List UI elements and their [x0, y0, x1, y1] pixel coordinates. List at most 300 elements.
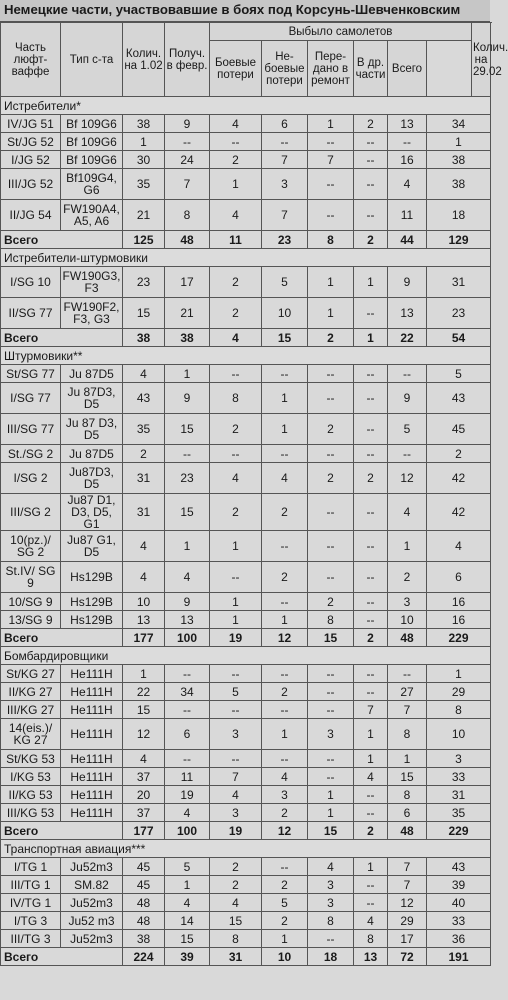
cell-count-end: 43 — [427, 858, 491, 876]
cell-total: 4 — [388, 494, 427, 531]
cell-count-start: 2 — [123, 445, 165, 463]
cell-unit: IV/JG 51 — [1, 115, 61, 133]
cell-total: 2 — [388, 562, 427, 593]
cell-received: 14 — [165, 912, 210, 930]
cell-total: 29 — [388, 912, 427, 930]
cell-combat: 1 — [210, 169, 262, 200]
cell-count-end: 10 — [427, 719, 491, 750]
cell-other: 1 — [354, 719, 388, 750]
cell-unit: III/SG 77 — [1, 414, 61, 445]
section-header — [1, 840, 491, 858]
cell-type: He111H — [61, 701, 123, 719]
cell-received: 19 — [165, 786, 210, 804]
cell-noncombat: -- — [262, 858, 308, 876]
cell-repair: -- — [308, 683, 354, 701]
header-total: Всего — [388, 41, 427, 97]
total-label: Всего — [1, 329, 123, 347]
cell-repair: -- — [308, 383, 354, 414]
cell-unit: I/SG 10 — [1, 267, 61, 298]
cell-repair: 1 — [308, 267, 354, 298]
total-other: 2 — [354, 822, 388, 840]
total-received: 39 — [165, 948, 210, 966]
cell-combat: 1 — [210, 611, 262, 629]
cell-repair: 1 — [308, 786, 354, 804]
cell-total: 1 — [388, 531, 427, 562]
cell-repair: 1 — [308, 298, 354, 329]
cell-unit: St.IV/ SG 9 — [1, 562, 61, 593]
cell-count-start: 31 — [123, 494, 165, 531]
cell-type: Bf 109G6 — [61, 115, 123, 133]
cell-repair: -- — [308, 701, 354, 719]
table-row — [1, 414, 491, 445]
cell-repair: -- — [308, 531, 354, 562]
total-other: 13 — [354, 948, 388, 966]
cell-combat: 3 — [210, 804, 262, 822]
cell-noncombat: 5 — [262, 894, 308, 912]
cell-other: -- — [354, 133, 388, 151]
cell-unit: II/KG 53 — [1, 786, 61, 804]
cell-unit: IV/TG 1 — [1, 894, 61, 912]
cell-received: 15 — [165, 414, 210, 445]
cell-combat: 8 — [210, 930, 262, 948]
cell-unit: III/KG 27 — [1, 701, 61, 719]
cell-other: -- — [354, 531, 388, 562]
total-row — [1, 329, 491, 347]
cell-repair: -- — [308, 750, 354, 768]
cell-other: -- — [354, 298, 388, 329]
cell-count-start: 15 — [123, 701, 165, 719]
header-received: Получ. в февр. — [165, 23, 210, 97]
cell-total: 7 — [388, 858, 427, 876]
cell-other: 2 — [354, 463, 388, 494]
cell-type: Bf 109G6 — [61, 151, 123, 169]
cell-noncombat: 1 — [262, 611, 308, 629]
table-row — [1, 115, 491, 133]
table-row — [1, 768, 491, 786]
cell-type: He111H — [61, 719, 123, 750]
cell-noncombat: 1 — [262, 383, 308, 414]
cell-count-start: 13 — [123, 611, 165, 629]
cell-total: 3 — [388, 593, 427, 611]
cell-combat: 5 — [210, 683, 262, 701]
cell-repair: -- — [308, 665, 354, 683]
cell-type: Bf 109G6 — [61, 133, 123, 151]
cell-type: Ju87 G1, D5 — [61, 531, 123, 562]
cell-repair: 8 — [308, 912, 354, 930]
cell-repair: -- — [308, 365, 354, 383]
cell-other: -- — [354, 383, 388, 414]
cell-received: 6 — [165, 719, 210, 750]
cell-other: 7 — [354, 701, 388, 719]
table-row — [1, 930, 491, 948]
cell-combat: 15 — [210, 912, 262, 930]
total-label: Всего — [1, 822, 123, 840]
cell-total: 17 — [388, 930, 427, 948]
total-noncombat: 12 — [262, 822, 308, 840]
cell-noncombat: 5 — [262, 267, 308, 298]
cell-repair: 4 — [308, 858, 354, 876]
cell-unit: III/JG 52 — [1, 169, 61, 200]
cell-count-start: 37 — [123, 804, 165, 822]
cell-other: -- — [354, 169, 388, 200]
total-other: 2 — [354, 231, 388, 249]
cell-combat: 1 — [210, 593, 262, 611]
cell-count-start: 10 — [123, 593, 165, 611]
cell-unit: I/KG 53 — [1, 768, 61, 786]
cell-received: 1 — [165, 876, 210, 894]
cell-unit: I/TG 3 — [1, 912, 61, 930]
total-repair: 8 — [308, 231, 354, 249]
cell-type: Ju52m3 — [61, 930, 123, 948]
total-combat: 31 — [210, 948, 262, 966]
cell-received: 15 — [165, 494, 210, 531]
cell-unit: II/SG 77 — [1, 298, 61, 329]
cell-combat: 2 — [210, 151, 262, 169]
cell-noncombat: -- — [262, 701, 308, 719]
cell-unit: 10(pz.)/ SG 2 — [1, 531, 61, 562]
total-received: 38 — [165, 329, 210, 347]
header-count-end: Колич. на 29.02 — [472, 23, 491, 97]
cell-count-start: 4 — [123, 365, 165, 383]
cell-combat: -- — [210, 365, 262, 383]
total-combat: 19 — [210, 822, 262, 840]
cell-other: -- — [354, 894, 388, 912]
cell-repair: 2 — [308, 414, 354, 445]
table-row — [1, 133, 491, 151]
section-header — [1, 97, 491, 115]
cell-received: -- — [165, 750, 210, 768]
cell-count-end: 6 — [427, 562, 491, 593]
cell-count-end: 31 — [427, 786, 491, 804]
cell-count-start: 4 — [123, 562, 165, 593]
cell-other: 8 — [354, 930, 388, 948]
header-noncombat: Не-боевые потери — [262, 41, 308, 97]
cell-count-end: 39 — [427, 876, 491, 894]
cell-count-start: 21 — [123, 200, 165, 231]
section-header — [1, 249, 491, 267]
cell-combat: 2 — [210, 494, 262, 531]
table-row — [1, 750, 491, 768]
section-title: Истребители-штурмовики — [1, 249, 491, 267]
cell-type: He111H — [61, 683, 123, 701]
cell-type: He111H — [61, 786, 123, 804]
cell-received: 24 — [165, 151, 210, 169]
cell-other: -- — [354, 683, 388, 701]
cell-noncombat: -- — [262, 133, 308, 151]
cell-count-start: 38 — [123, 115, 165, 133]
cell-type: Ju52m3 — [61, 858, 123, 876]
cell-received: 9 — [165, 115, 210, 133]
cell-unit: I/SG 2 — [1, 463, 61, 494]
cell-unit: II/KG 27 — [1, 683, 61, 701]
cell-count-end: 16 — [427, 611, 491, 629]
cell-unit: St./SG 2 — [1, 445, 61, 463]
cell-unit: III/TG 1 — [1, 876, 61, 894]
cell-total: 9 — [388, 383, 427, 414]
cell-repair: -- — [308, 169, 354, 200]
cell-total: -- — [388, 445, 427, 463]
cell-unit: III/KG 53 — [1, 804, 61, 822]
cell-count-end: 16 — [427, 593, 491, 611]
cell-combat: -- — [210, 562, 262, 593]
cell-combat: 8 — [210, 383, 262, 414]
cell-received: -- — [165, 445, 210, 463]
table-row — [1, 858, 491, 876]
cell-count-end: 5 — [427, 365, 491, 383]
total-label: Всего — [1, 231, 123, 249]
cell-other: -- — [354, 611, 388, 629]
cell-received: 17 — [165, 267, 210, 298]
table-row — [1, 894, 491, 912]
cell-count-end: 31 — [427, 267, 491, 298]
cell-count-start: 4 — [123, 531, 165, 562]
cell-type: Ju87D3, D5 — [61, 463, 123, 494]
cell-noncombat: 2 — [262, 804, 308, 822]
table-row — [1, 593, 491, 611]
cell-count-start: 48 — [123, 894, 165, 912]
cell-count-start: 31 — [123, 463, 165, 494]
total-combat: 11 — [210, 231, 262, 249]
cell-noncombat: 3 — [262, 786, 308, 804]
cell-type: Ju87 D1, D3, D5, G1 — [61, 494, 123, 531]
table-row — [1, 912, 491, 930]
cell-unit: St/JG 52 — [1, 133, 61, 151]
cell-other: -- — [354, 365, 388, 383]
cell-combat: 4 — [210, 463, 262, 494]
cell-noncombat: 1 — [262, 414, 308, 445]
cell-total: 13 — [388, 298, 427, 329]
cell-combat: 2 — [210, 267, 262, 298]
cell-unit: II/JG 54 — [1, 200, 61, 231]
cell-repair: 2 — [308, 463, 354, 494]
cell-other: 1 — [354, 858, 388, 876]
cell-total: 15 — [388, 768, 427, 786]
cell-count-end: 43 — [427, 383, 491, 414]
cell-count-end: 18 — [427, 200, 491, 231]
total-repair: 18 — [308, 948, 354, 966]
cell-count-start: 1 — [123, 133, 165, 151]
total-other: 1 — [354, 329, 388, 347]
cell-noncombat: -- — [262, 665, 308, 683]
cell-count-start: 12 — [123, 719, 165, 750]
total-other: 2 — [354, 629, 388, 647]
total-label: Всего — [1, 629, 123, 647]
cell-other: -- — [354, 786, 388, 804]
cell-unit: III/TG 3 — [1, 930, 61, 948]
cell-count-end: 4 — [427, 531, 491, 562]
total-total: 48 — [388, 629, 427, 647]
total-received: 100 — [165, 822, 210, 840]
cell-unit: III/SG 2 — [1, 494, 61, 531]
cell-count-start: 45 — [123, 858, 165, 876]
cell-type: Ju 87D5 — [61, 445, 123, 463]
total-row — [1, 948, 491, 966]
cell-count-start: 37 — [123, 768, 165, 786]
cell-type: He111H — [61, 750, 123, 768]
cell-count-end: 1 — [427, 665, 491, 683]
cell-other: -- — [354, 876, 388, 894]
cell-repair: 8 — [308, 611, 354, 629]
cell-total: 5 — [388, 414, 427, 445]
cell-total: 8 — [388, 786, 427, 804]
cell-unit: 13/SG 9 — [1, 611, 61, 629]
table-row — [1, 267, 491, 298]
total-noncombat: 12 — [262, 629, 308, 647]
cell-noncombat: 4 — [262, 463, 308, 494]
cell-other: -- — [354, 151, 388, 169]
cell-received: 4 — [165, 562, 210, 593]
table-row — [1, 786, 491, 804]
cell-noncombat: 7 — [262, 200, 308, 231]
cell-repair: 1 — [308, 115, 354, 133]
cell-count-start: 15 — [123, 298, 165, 329]
cell-other: 2 — [354, 115, 388, 133]
cell-received: 1 — [165, 531, 210, 562]
cell-noncombat: 4 — [262, 768, 308, 786]
cell-count-end: 33 — [427, 912, 491, 930]
cell-other: -- — [354, 200, 388, 231]
cell-count-start: 35 — [123, 414, 165, 445]
cell-combat: -- — [210, 750, 262, 768]
cell-combat: 4 — [210, 200, 262, 231]
cell-repair: -- — [308, 768, 354, 786]
cell-count-end: 35 — [427, 804, 491, 822]
total-repair: 15 — [308, 629, 354, 647]
table-row — [1, 445, 491, 463]
cell-repair: 2 — [308, 593, 354, 611]
cell-received: 11 — [165, 768, 210, 786]
header-repair: Пере-дано в ремонт — [308, 41, 354, 97]
cell-other: -- — [354, 804, 388, 822]
table-row — [1, 876, 491, 894]
cell-type: FW190A4, A5, A6 — [61, 200, 123, 231]
cell-other: -- — [354, 414, 388, 445]
total-combat: 4 — [210, 329, 262, 347]
cell-received: 9 — [165, 383, 210, 414]
cell-count-start: 38 — [123, 930, 165, 948]
cell-combat: -- — [210, 665, 262, 683]
cell-noncombat: 10 — [262, 298, 308, 329]
cell-repair: -- — [308, 445, 354, 463]
table-row — [1, 365, 491, 383]
cell-noncombat: 3 — [262, 169, 308, 200]
cell-noncombat: 2 — [262, 912, 308, 930]
section-title: Транспортная авиация*** — [1, 840, 491, 858]
cell-other: -- — [354, 562, 388, 593]
cell-other: -- — [354, 494, 388, 531]
cell-count-start: 48 — [123, 912, 165, 930]
cell-noncombat: -- — [262, 531, 308, 562]
table-body — [1, 97, 491, 966]
cell-type: Ju52m3 — [61, 894, 123, 912]
cell-count-start: 43 — [123, 383, 165, 414]
cell-type: Ju 87 D3, D5 — [61, 414, 123, 445]
section-title: Бомбардировщики — [1, 647, 491, 665]
cell-other: -- — [354, 445, 388, 463]
cell-received: 9 — [165, 593, 210, 611]
cell-count-end: 34 — [427, 115, 491, 133]
total-total: 48 — [388, 822, 427, 840]
header-type: Тип с-та — [61, 23, 123, 97]
table-row — [1, 683, 491, 701]
cell-repair: 7 — [308, 151, 354, 169]
total-count-start: 125 — [123, 231, 165, 249]
cell-unit: I/JG 52 — [1, 151, 61, 169]
cell-received: 15 — [165, 930, 210, 948]
cell-count-end: 45 — [427, 414, 491, 445]
cell-type: He111H — [61, 665, 123, 683]
table-row — [1, 494, 491, 531]
cell-type: Ju 87D5 — [61, 365, 123, 383]
total-count-end: 229 — [427, 822, 491, 840]
total-total: 44 — [388, 231, 427, 249]
table-row — [1, 804, 491, 822]
section-title: Штурмовики** — [1, 347, 491, 365]
cell-repair: -- — [308, 200, 354, 231]
cell-total: -- — [388, 365, 427, 383]
cell-other: 4 — [354, 912, 388, 930]
cell-count-start: 35 — [123, 169, 165, 200]
table-row — [1, 701, 491, 719]
cell-total: 16 — [388, 151, 427, 169]
total-noncombat: 10 — [262, 948, 308, 966]
cell-noncombat: -- — [262, 750, 308, 768]
table-row — [1, 719, 491, 750]
cell-total: 8 — [388, 719, 427, 750]
cell-received: -- — [165, 665, 210, 683]
cell-total: 6 — [388, 804, 427, 822]
total-total: 72 — [388, 948, 427, 966]
section-title: Истребители* — [1, 97, 491, 115]
cell-type: He111H — [61, 804, 123, 822]
cell-count-start: 30 — [123, 151, 165, 169]
cell-unit: I/TG 1 — [1, 858, 61, 876]
cell-noncombat: 6 — [262, 115, 308, 133]
total-total: 22 — [388, 329, 427, 347]
cell-repair: -- — [308, 930, 354, 948]
header-count-start: Колич. на 1.02 — [123, 23, 165, 97]
cell-repair: -- — [308, 562, 354, 593]
cell-received: 4 — [165, 804, 210, 822]
cell-count-start: 1 — [123, 665, 165, 683]
cell-count-start: 23 — [123, 267, 165, 298]
cell-combat: 7 — [210, 768, 262, 786]
cell-combat: 2 — [210, 414, 262, 445]
cell-other: -- — [354, 665, 388, 683]
cell-noncombat: 2 — [262, 876, 308, 894]
cell-noncombat: 2 — [262, 494, 308, 531]
cell-noncombat: -- — [262, 593, 308, 611]
table-row — [1, 665, 491, 683]
cell-received: 23 — [165, 463, 210, 494]
cell-combat: 2 — [210, 298, 262, 329]
cell-type: Hs129B — [61, 611, 123, 629]
cell-count-end: 40 — [427, 894, 491, 912]
table-row — [1, 611, 491, 629]
cell-combat: 2 — [210, 876, 262, 894]
total-combat: 19 — [210, 629, 262, 647]
cell-combat: -- — [210, 133, 262, 151]
cell-total: 12 — [388, 894, 427, 912]
cell-count-end: 2 — [427, 445, 491, 463]
cell-noncombat: -- — [262, 365, 308, 383]
cell-total: 7 — [388, 876, 427, 894]
cell-combat: 2 — [210, 858, 262, 876]
cell-repair: 3 — [308, 719, 354, 750]
cell-combat: 4 — [210, 115, 262, 133]
cell-noncombat: 1 — [262, 930, 308, 948]
cell-count-start: 22 — [123, 683, 165, 701]
